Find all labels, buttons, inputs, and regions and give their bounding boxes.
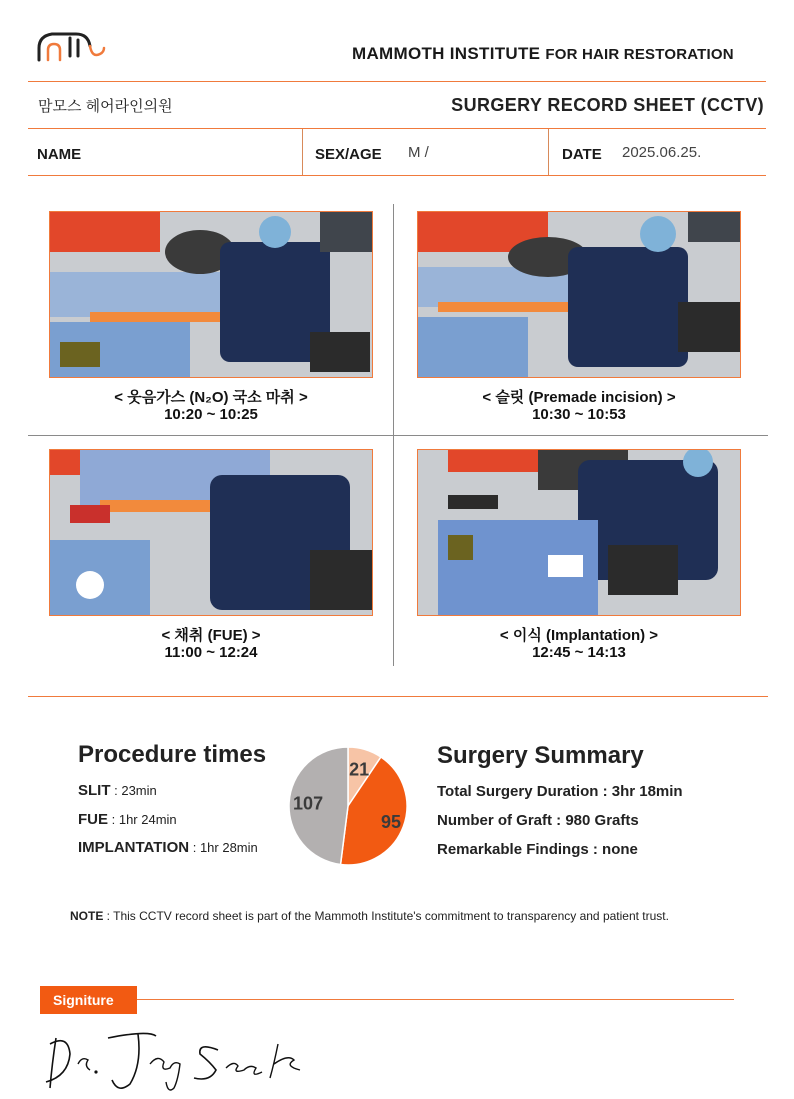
procedure-row-implantation: IMPLANTATION : 1hr 28min [78, 839, 258, 856]
procedure-row-fue: FUE : 1hr 24min [78, 811, 177, 828]
photo-time: 10:20 ~ 10:25 [164, 406, 258, 423]
procedure-value: 1hr 24min [118, 812, 177, 827]
procedure-label: IMPLANTATION [78, 839, 190, 856]
institute-name: MAMMOTH INSTITUTE FOR HAIR RESTORATION [352, 44, 734, 63]
mammoth-logo [36, 28, 108, 64]
sexage-value: M / [408, 144, 429, 161]
section-rule [28, 696, 768, 697]
name-label: NAME [37, 146, 82, 163]
procedure-label: FUE [78, 811, 108, 828]
header-rule-top [28, 81, 766, 82]
signature-rule [137, 999, 734, 1000]
summary-duration: Total Surgery Duration : 3hr 18min [437, 783, 683, 800]
field-divider [548, 129, 549, 176]
date-label: DATE [562, 146, 602, 163]
note-text: : This CCTV record sheet is part of the Mammoth Institute's commitment to transparency and patient trust. [103, 909, 669, 923]
procedure-pie-chart [286, 744, 410, 868]
procedure-row-slit: SLIT : 23min [78, 782, 157, 799]
summary-grafts: Number of Graft : 980 Grafts [437, 812, 639, 829]
header-rule-mid [28, 128, 766, 129]
photo-caption: < 웃음가스 (N₂O) 국소 마취 > [114, 389, 308, 406]
field-divider [302, 129, 303, 176]
photo-caption: < 이식 (Implantation) > [499, 627, 659, 644]
note-label: NOTE [70, 909, 104, 923]
note [70, 909, 669, 923]
summary-findings: Remarkable Findings : none [437, 841, 638, 858]
procedure-label: SLIT [78, 782, 111, 799]
photo-time: 10:30 ~ 10:53 [532, 406, 626, 423]
signature-tag: Signiture [40, 986, 137, 1014]
procedure-title: Procedure times [78, 741, 267, 768]
pie-label-implantation: 107 [293, 793, 324, 814]
photo-time: 12:45 ~ 14:13 [532, 644, 626, 661]
pie-label-slit: 21 [349, 759, 370, 780]
header-rule-bottom [28, 175, 766, 176]
cctv-photo-anesthesia [49, 211, 373, 378]
doctor-signature [38, 1024, 308, 1094]
procedure-value: 23min [121, 783, 157, 798]
photo-time: 11:00 ~ 12:24 [164, 644, 258, 661]
photo-caption: < 채취 (FUE) > [161, 627, 261, 644]
date-value: 2025.06.25. [622, 144, 702, 161]
cctv-photo-slit [417, 211, 741, 378]
pie-label-fue: 95 [381, 812, 402, 833]
cctv-photo-fue [49, 449, 373, 616]
grid-divider-horizontal [28, 435, 768, 436]
cctv-photo-implantation [417, 449, 741, 616]
photo-caption: < 슬릿 (Premade incision) > [482, 389, 676, 406]
clinic-korean-name: 맘모스 헤어라인의원 [38, 98, 173, 115]
procedure-value: 1hr 28min [199, 840, 258, 855]
sheet-title: SURGERY RECORD SHEET (CCTV) [451, 95, 764, 115]
sexage-label: SEX/AGE [315, 146, 382, 163]
summary-title: Surgery Summary [437, 742, 644, 769]
